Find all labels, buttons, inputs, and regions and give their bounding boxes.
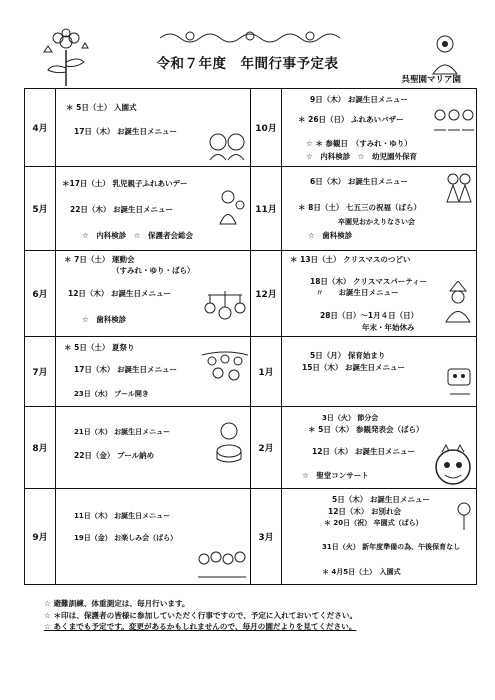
event-line: ＊ 4月5日（土） 入園式 xyxy=(322,568,401,576)
ribbon-decoration xyxy=(160,28,340,46)
event-line: ＊ 7日（土） 運動会 xyxy=(64,255,135,264)
event-line: 17日（木） お誕生日メニュー xyxy=(74,127,178,136)
event-line: 22日（金） プール納め xyxy=(74,451,155,460)
event-line: 12日（木） お誕生日メニュー xyxy=(312,447,416,456)
event-line: ☆ 歯科検診 xyxy=(82,315,127,324)
month-label: 7月 xyxy=(25,337,56,407)
event-line: 15日（木） お誕生日メニュー xyxy=(302,363,406,372)
event-line: 〃 お誕生日メニュー xyxy=(316,288,399,297)
event-line: ☆ ＊ 参観日 （すみれ・ゆり） xyxy=(306,139,412,148)
schedule-table xyxy=(24,88,477,585)
events-cell xyxy=(282,337,477,407)
note-line: ☆ あくまでも予定です。変更があるかもしれませんので、毎月の園だよりを見てください。 xyxy=(44,622,357,631)
event-line: 12日（木） お誕生日メニュー xyxy=(68,289,172,298)
event-line: 22日（木） お誕生日メニュー xyxy=(70,205,174,214)
table-row xyxy=(25,489,477,585)
month-label: 6月 xyxy=(25,251,56,337)
event-line: 9日（木） お誕生日メニュー xyxy=(310,95,408,104)
events-cell xyxy=(282,407,477,489)
event-line: 31日（火） 新年度準備の為、午後保育なし xyxy=(322,543,461,551)
event-line: 年末・年始休み xyxy=(362,323,415,332)
event-line: 5日（月） 保育始まり xyxy=(310,351,386,360)
event-line: 11日（木） お誕生日メニュー xyxy=(74,512,171,520)
event-line: ☆ 内科検診 ☆ 幼児園外保育 xyxy=(306,152,417,161)
month-label: 5月 xyxy=(25,167,56,251)
month-label: 12月 xyxy=(251,251,282,337)
event-line: ＊ 5日（木） 参観発表会（ばら） xyxy=(308,425,424,434)
event-line: 卒園児おかえりなさい会 xyxy=(338,218,415,226)
event-line: 17日（木） お誕生日メニュー xyxy=(74,365,178,374)
month-label: 10月 xyxy=(251,89,282,167)
month-label: 4月 xyxy=(25,89,56,167)
month-label: 2月 xyxy=(251,407,282,489)
table-row xyxy=(25,89,477,167)
children-illustration xyxy=(206,129,248,161)
santa-illustration xyxy=(442,281,474,323)
month-label: 11月 xyxy=(251,167,282,251)
month-label: 1月 xyxy=(251,337,282,407)
events-cell xyxy=(56,337,251,407)
table-row xyxy=(25,251,477,337)
month-label: 8月 xyxy=(25,407,56,489)
events-cell xyxy=(56,167,251,251)
events-cell xyxy=(282,251,477,337)
events-cell xyxy=(56,89,251,167)
event-line: 28日（日）～1月４日（日） xyxy=(320,311,419,320)
table-row xyxy=(25,337,477,407)
event-line: ☆ 歯科検診 xyxy=(308,231,353,240)
summer-festival-illustration xyxy=(202,349,248,383)
event-line: （すみれ・ゆり・ばら） xyxy=(112,266,195,275)
events-cell xyxy=(56,407,251,489)
page-title: 令和７年度 年間行事予定表 xyxy=(156,56,339,72)
events-cell xyxy=(56,251,251,337)
lion-dance-illustration xyxy=(446,365,474,395)
note-line: ☆ ＊印は、保護者の皆様に参加していただく行事ですので、予定に入れておいてください。 xyxy=(44,610,358,620)
events-cell xyxy=(282,167,477,251)
event-line: 18日（木） クリスマスパーティー xyxy=(310,277,428,286)
table-row xyxy=(25,407,477,489)
events-cell xyxy=(56,489,251,585)
event-line: 21日（木） お誕生日メニュー xyxy=(74,428,171,436)
children-kimono-illustration xyxy=(444,171,474,203)
children-illustration xyxy=(432,107,476,131)
month-label: 3月 xyxy=(251,489,282,585)
organization-name: 呉聖園マリア園 xyxy=(401,75,461,85)
event-line: 5日（木） お誕生日メニュー xyxy=(332,495,430,504)
event-line: 23日（水） プール開き xyxy=(74,390,149,398)
event-line: ☆ 内科検診 ☆ 保護者会総会 xyxy=(82,231,193,240)
oni-mask-illustration xyxy=(432,443,474,487)
event-line: 12日（木） お別れ会 xyxy=(328,507,402,516)
events-cell xyxy=(282,89,477,167)
table-row xyxy=(25,167,477,251)
month-label: 9月 xyxy=(25,489,56,585)
event-line: ＊17日（土） 乳児親子ふれあいデー xyxy=(62,179,188,188)
event-line: ＊ 13日（土） クリスマスのつどい xyxy=(290,255,411,264)
event-line: ＊ 26日（日） ふれあいバザー xyxy=(298,115,404,124)
events-cell xyxy=(282,489,477,585)
notes-section xyxy=(44,598,357,633)
event-line: ＊ 8日（土） 七五三の祝福（ばら） xyxy=(298,203,421,212)
children-group-illustration xyxy=(196,549,248,579)
mobile-toy-illustration xyxy=(202,291,248,327)
event-line: 3日（火） 節分会 xyxy=(322,414,379,422)
event-line: ＊ 5日（土） 夏祭り xyxy=(64,343,135,352)
event-line: ☆ 聖堂コンサート xyxy=(302,471,369,480)
note-line: ☆ 避難訓練、体重測定は、毎月行います。 xyxy=(44,599,190,608)
event-line: ＊ 5日（土） 入園式 xyxy=(66,103,137,112)
child-drum-illustration xyxy=(212,421,246,465)
event-line: 19日（金） お楽しみ会（ばら） xyxy=(74,534,178,542)
mother-child-illustration xyxy=(216,189,248,225)
event-line: ＊ 20日（祝） 卒園式（ばら） xyxy=(324,519,423,527)
event-line: 6日（木） お誕生日メニュー xyxy=(310,177,408,186)
flower-bud-illustration xyxy=(454,501,474,531)
